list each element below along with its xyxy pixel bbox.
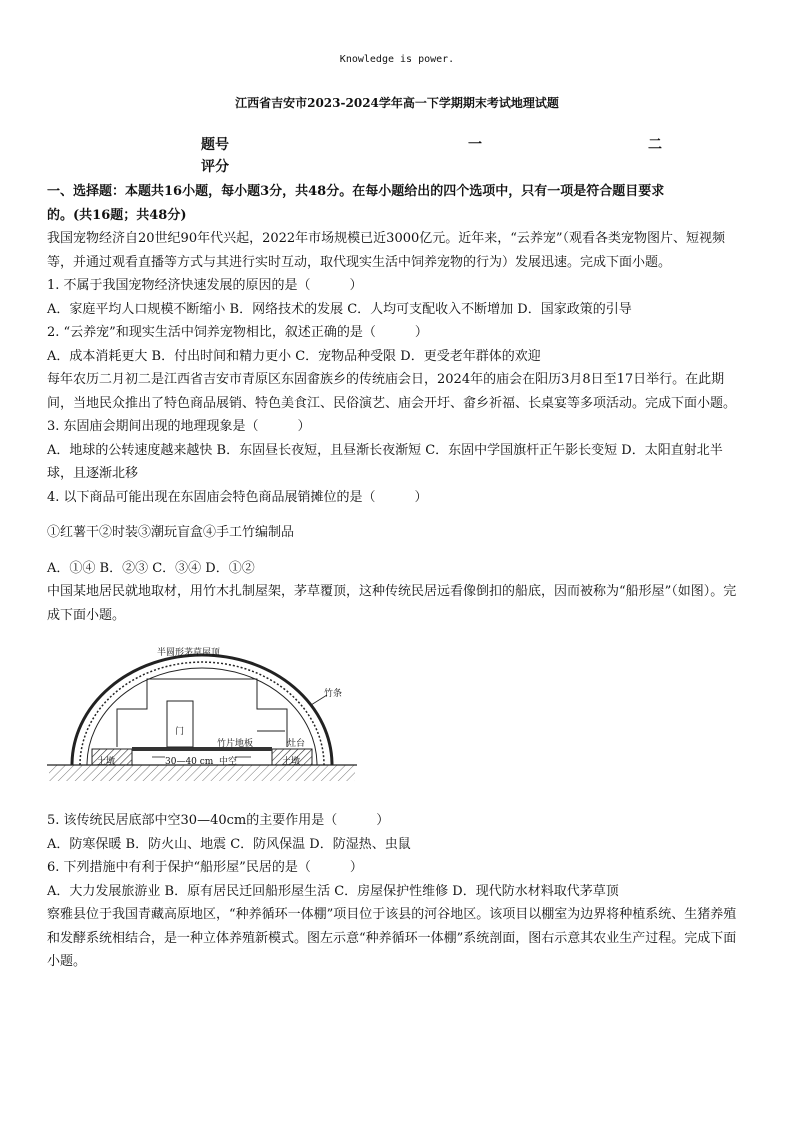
question-6-stem: 6. 下列措施中有利于保护“船形屋”民居的是（ ） (47, 860, 363, 875)
question-4-stem: 4. 以下商品可能出现在东固庙会特色商品展销摊位的是（ ） (47, 489, 428, 505)
question-5-stem: 5. 该传统民居底部中空30—40cm的主要作用是（ ） (47, 813, 390, 828)
label-pier-right: 土墩 (282, 757, 301, 767)
passage-fair: 每年农历二月初二是江西省吉安市青原区东固畲族乡的传统庙会日，2024年的庙会在阳历3月8日至17日举行。在此期间，当地民众推出了特色商品展销、特色美食江、民俗演艺、庙会开圩、畲乡祈福、长桌宴等多项活动。完成下面小题。 (47, 372, 737, 411)
label-hollow-size: 30—40 cm (165, 757, 214, 767)
score-table-score-label: 评分 (201, 159, 229, 175)
exam-content (47, 180, 747, 974)
question-1-options: A．家庭平均人口规模不断缩小 B．网络技术的发展 C．人均可支配收入不断增加 D．国家政策的引导 (47, 301, 632, 317)
question-4-options: A．①④ B．②③ C．③④ D．①② (47, 560, 255, 576)
question-3-options: A．地球的公转速度越来越快 B．东固昼长夜短，且昼渐长夜渐短 C．东固中学国旗杆正午影长变短 D．太阳直射北半球，且逐渐北移 (47, 442, 723, 481)
passage-farm: 察雅县位于我国青藏高原地区，“种养循环一体棚”项目位于该县的河谷地区。该项目以棚室为边界将种植系统、生猪养殖和发酵系统相结合，是一种立体养殖新模式。图左示意“种养循环一体棚”系统剖面，图右示意其农业生产过程。完成下面小题。 (47, 907, 737, 969)
page-title: 江西省吉安市2023-2024学年高一下学期期末考试地理试题 (235, 96, 559, 110)
label-door: 门 (175, 727, 185, 737)
watermark: Knowledge is power. (339, 54, 455, 65)
question-2-stem: 2. “云养宠”和现实生活中饲养宠物相比，叙述正确的是（ ） (47, 325, 428, 340)
section-heading: 一、选择题：本题共16小题，每小题3分，共48分。在每小题给出的四个选项中，只有一项是符合题目要求 (47, 184, 665, 199)
passage-pet: 我国宠物经济自20世纪90年代兴起，2022年市场规模已近3000亿元。近年来，“云养宠”（观看各类宠物图片、短视频等，并通过观看直播等方式与其进行实时互动，取代现实生活中饲养宠物的行为）发展迅速。完成下面小题。 (47, 231, 726, 270)
score-table-col-1: 一 (468, 137, 482, 153)
score-table-col-2: 二 (648, 137, 662, 153)
section-heading-cont: 的。(共16题；共48分) (47, 207, 187, 223)
label-roof: 半圆形茅草屋顶 (157, 648, 221, 658)
label-pier-left: 土墩 (97, 757, 116, 767)
label-bamboo: 竹条 (324, 689, 343, 699)
label-floor: 竹片地板 (217, 739, 254, 749)
question-2-options: A．成本消耗更大 B．付出时间和精力更小 C．宠物品种受限 D．更受老年群体的欢迎 (47, 348, 541, 364)
score-table (0, 134, 794, 174)
question-4-items: ①红薯干②时装③潮玩盲盒④手工竹编制品 (47, 525, 295, 540)
passage-boat-house: 中国某地居民就地取材，用竹木扎制屋架，茅草覆顶，这种传统民居远看像倒扣的船底，因而被称为“船形屋”（如图）。完成下面小题。 (47, 584, 737, 623)
question-5-options: A．防寒保暖 B．防火山、地震 C．防风保温 D．防湿热、虫鼠 (47, 836, 411, 852)
label-stove: 灶台 (287, 739, 306, 749)
question-3-stem: 3. 东固庙会期间出现的地理现象是（ ） (47, 419, 311, 434)
boat-house-figure (47, 639, 357, 789)
question-1-stem: 1. 不属于我国宠物经济快速发展的原因的是（ ） (47, 278, 363, 293)
label-hollow: 中空 (219, 757, 238, 767)
interior-wall (117, 679, 287, 747)
score-table-header-label: 题号 (201, 137, 229, 153)
question-6-options: A．大力发展旅游业 B．原有居民迁回船形屋生活 C．房屋保护性维修 D．现代防水材料取代茅草顶 (47, 883, 619, 899)
